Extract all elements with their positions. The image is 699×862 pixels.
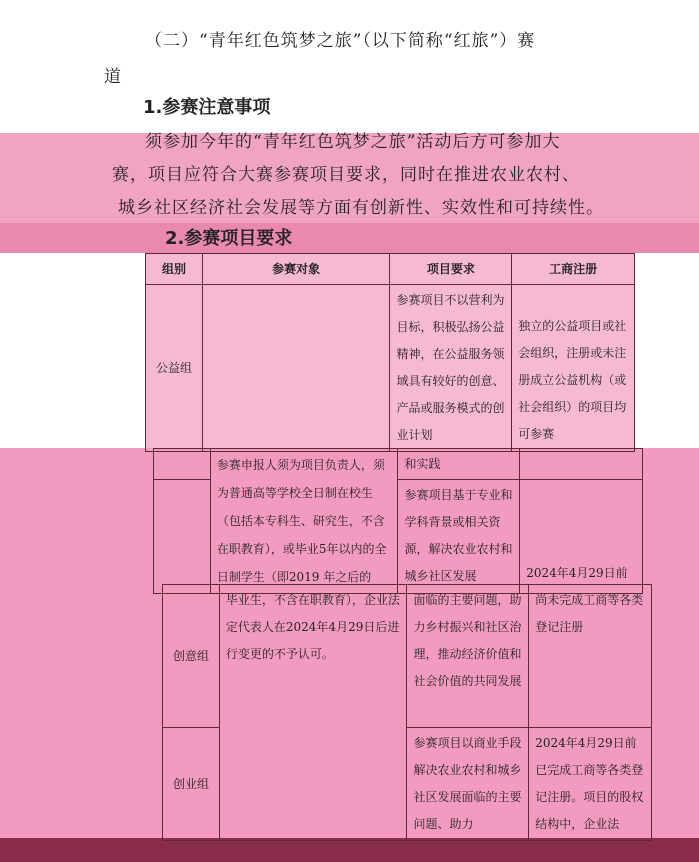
table-header-row xyxy=(146,254,635,285)
subsection-2-title: 2.参赛项目要求 xyxy=(165,228,293,249)
requirements-table-middle xyxy=(153,448,643,594)
registration-cell: 2024年4月29日前已完成工商等各类登记注册。项目的股权结构中，企业法 xyxy=(529,728,652,841)
section-title-line2: 道 xyxy=(104,67,122,87)
registration-cell: 2024年4月29日前 xyxy=(520,480,643,594)
group-cell: 公益组 xyxy=(146,285,203,452)
highlight-band-2 xyxy=(0,223,699,253)
registration-cell-top xyxy=(520,449,643,480)
group-cell xyxy=(154,449,211,480)
requirement-cell: 参赛项目不以营利为目标，积极弘扬公益精神，在公益服务领域具有较好的创意、产品或服务模式的创业计划 xyxy=(390,285,512,452)
header-group: 组别 xyxy=(146,254,203,285)
group-cell xyxy=(154,480,211,594)
header-requirement: 项目要求 xyxy=(390,254,512,285)
para-line-2: 赛，项目应符合大赛参赛项目要求，同时在推进农业农村、 xyxy=(112,165,580,185)
requirements-table-bottom xyxy=(162,584,652,841)
registration-cell: 尚未完成工商等各类登记注册 xyxy=(529,585,652,728)
requirements-table-top xyxy=(145,253,635,452)
requirement-cell: 参赛项目以商业手段解决农业农村和城乡社区发展面临的主要问题、助力 xyxy=(407,728,529,841)
table-row-continue xyxy=(154,449,643,480)
requirement-cell: 面临的主要问题，助力乡村振兴和社区治理，推动经济价值和社会价值的共同发展 xyxy=(407,585,529,728)
registration-cell: 独立的公益项目或社会组织，注册或未注册成立公益机构（或社会组织）的项目均可参赛 xyxy=(512,285,635,452)
table-row-creative xyxy=(163,585,652,728)
target-cell: 参赛申报人须为项目负责人，须为普通高等学校全日制在校生（包括本专科生、研究生，不含在职教育），或毕业5年以内的全日制学生（即2019 年之后的 xyxy=(210,449,398,594)
header-registration: 工商注册 xyxy=(512,254,635,285)
requirement-cell-top: 和实践 xyxy=(398,449,520,480)
para-line-3: 城乡社区经济社会发展等方面有创新性、实效性和可持续性。 xyxy=(118,198,604,218)
target-cell: 毕业生，不含在职教育），企业法定代表人在2024年4月29日后进行变更的不予认可。 xyxy=(219,585,407,841)
para-line-1: 须参加今年的“青年红色筑梦之旅”活动后方可参加大 xyxy=(145,132,561,152)
bottom-bar xyxy=(0,838,699,862)
section-title-line1: （二）“青年红色筑梦之旅”（以下简称“红旅”）赛 xyxy=(145,31,536,51)
group-cell: 创业组 xyxy=(163,728,220,841)
group-cell: 创意组 xyxy=(163,585,220,728)
table-row-public xyxy=(146,285,635,452)
subsection-1-title: 1.参赛注意事项 xyxy=(143,97,271,118)
requirement-cell: 参赛项目基于专业和学科背景或相关资源，解决农业农村和城乡社区发展 xyxy=(398,480,520,594)
target-cell xyxy=(202,285,390,452)
header-target: 参赛对象 xyxy=(202,254,390,285)
